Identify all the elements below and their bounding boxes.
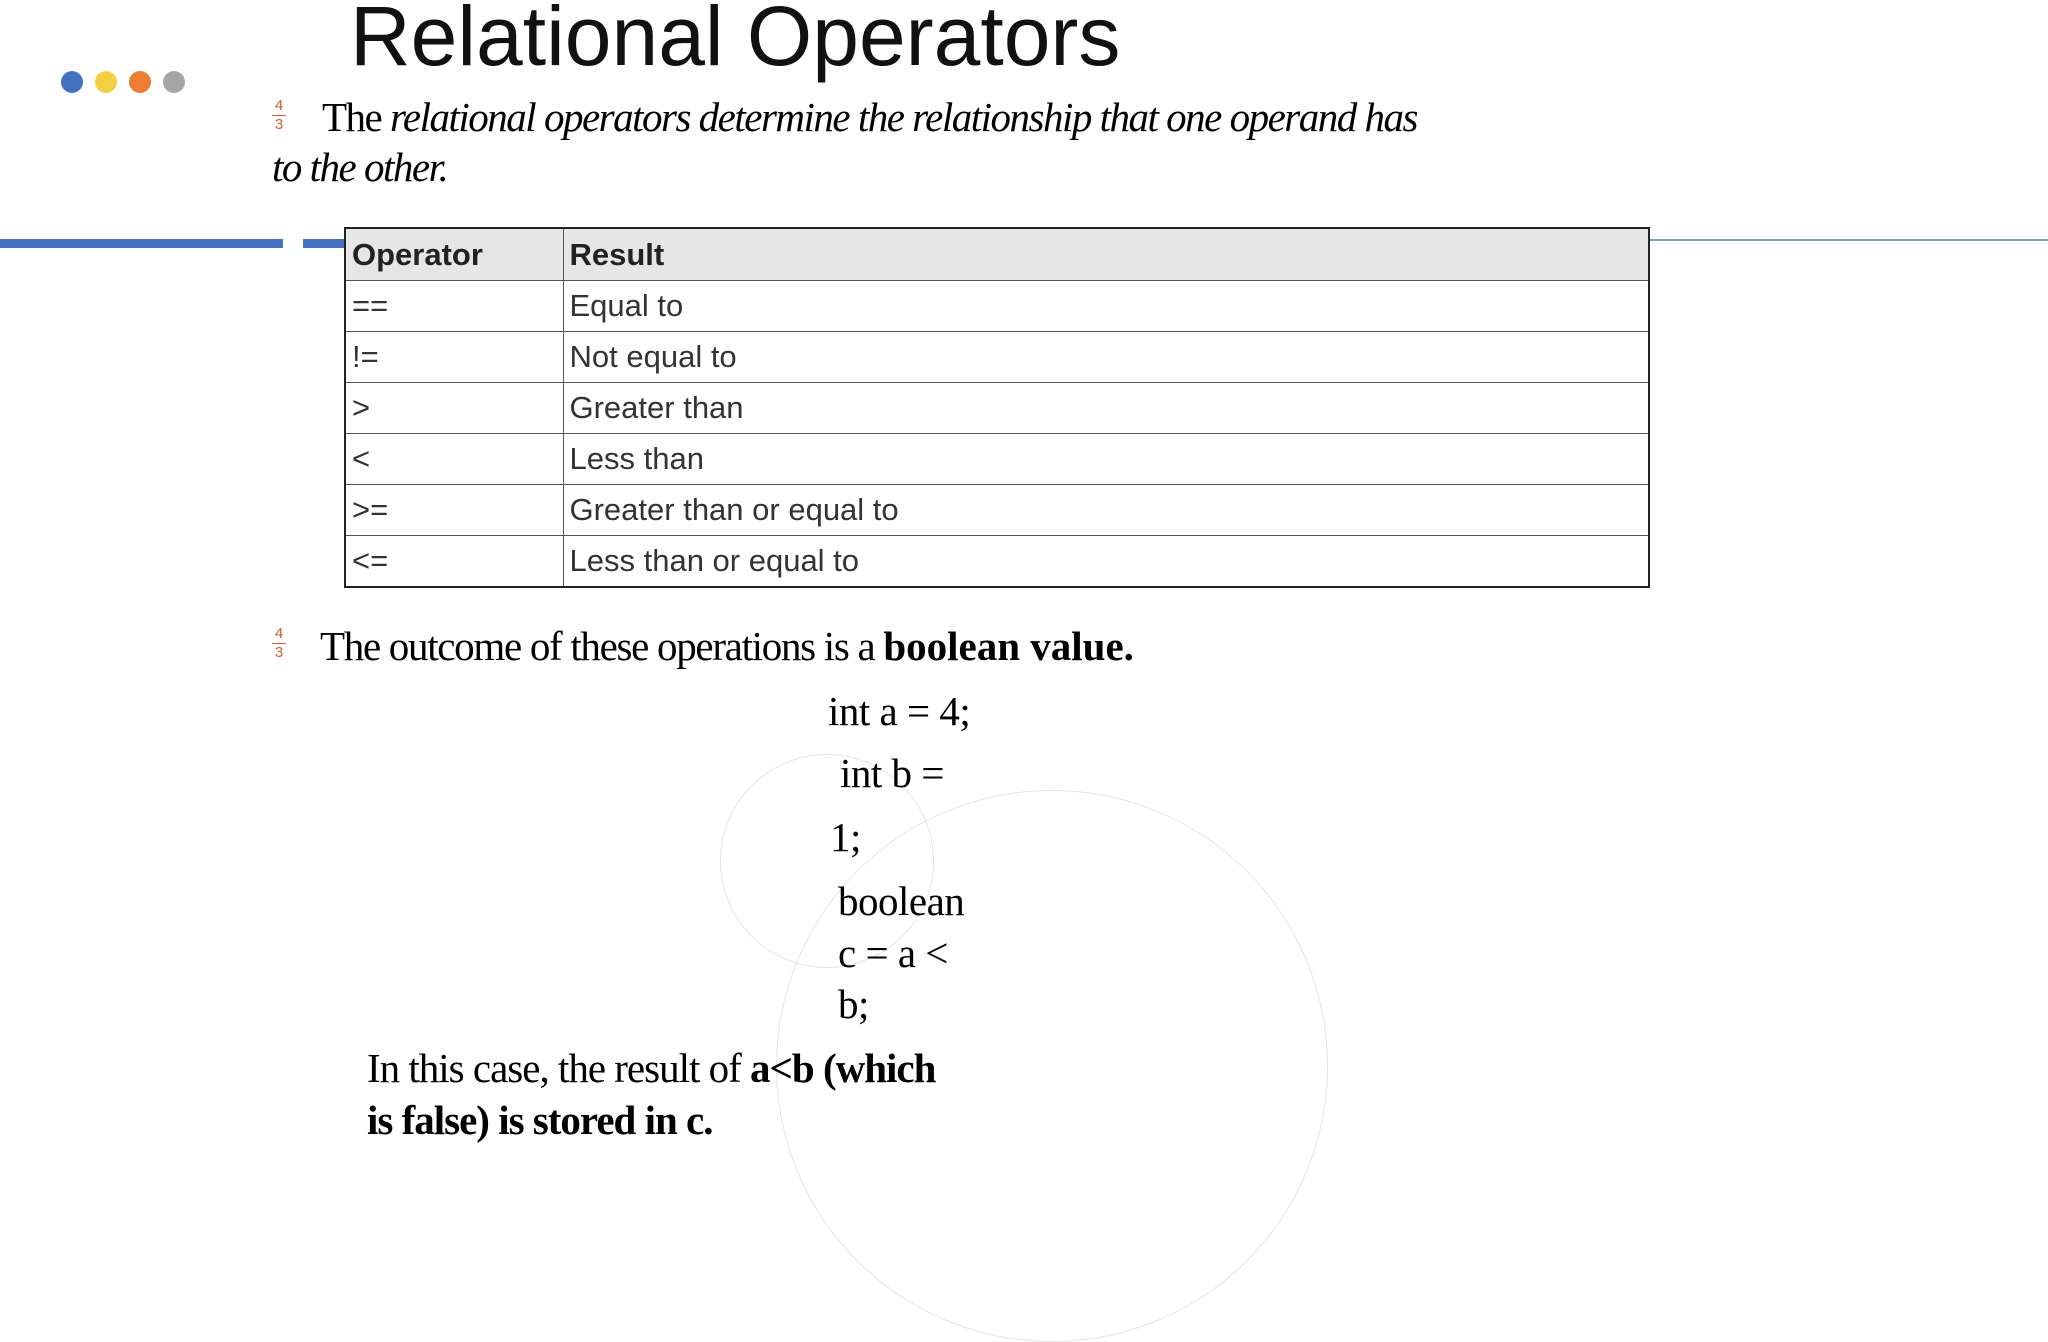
dot-orange-icon	[129, 71, 151, 93]
outcome-bold: boolean value.	[883, 623, 1134, 669]
conclusion-bold-1: a<b (which	[750, 1045, 936, 1091]
bullet-icon	[271, 626, 287, 661]
result-cell: Greater than or equal to	[563, 485, 1649, 536]
conclusion-paragraph	[367, 1042, 935, 1146]
conclusion-bold-2: is false) is stored in c.	[367, 1097, 713, 1143]
table-row	[345, 485, 1649, 536]
result-cell: Greater than	[563, 383, 1649, 434]
operators-table	[344, 227, 1650, 588]
dot-gray-icon	[163, 71, 185, 93]
code-line-3: 1;	[830, 814, 861, 860]
outcome-text: The outcome of these operations is a	[320, 623, 884, 669]
bullet-denominator: 3	[274, 116, 284, 133]
dot-yellow-icon	[95, 71, 117, 93]
table-row	[345, 536, 1649, 588]
operator-cell: !=	[345, 332, 563, 383]
operator-cell: ==	[345, 281, 563, 332]
header-operator: Operator	[345, 228, 563, 281]
conclusion-text: In this case, the result of	[367, 1045, 751, 1091]
accent-rule-right	[1650, 239, 2048, 241]
bullet-denominator: 3	[274, 644, 284, 661]
slide-title: Relational Operators	[350, 0, 1121, 83]
intro-italic: relational operators determine the relationship that one operand has to the other.	[272, 94, 1417, 190]
code-line-1: int a = 4;	[828, 688, 971, 734]
intro-lead: The	[322, 94, 390, 140]
code-line-2: int b =	[840, 750, 944, 796]
operator-cell: >=	[345, 485, 563, 536]
bullet-numerator: 4	[274, 625, 284, 642]
table-row	[345, 281, 1649, 332]
code-line-5: c = a <	[838, 930, 948, 976]
table-row	[345, 434, 1649, 485]
header-result: Result	[563, 228, 1649, 281]
table-header-row	[345, 228, 1649, 281]
table-row	[345, 383, 1649, 434]
intro-paragraph	[272, 92, 1452, 192]
result-cell: Not equal to	[563, 332, 1649, 383]
code-line-4: boolean	[838, 878, 965, 924]
accent-rule-mid	[303, 239, 347, 248]
bullet-numerator: 4	[274, 97, 284, 114]
dot-blue-icon	[61, 71, 83, 93]
result-cell: Equal to	[563, 281, 1649, 332]
outcome-paragraph	[320, 621, 1134, 671]
accent-rule-left	[0, 239, 283, 248]
operator-cell: <=	[345, 536, 563, 588]
operator-cell: >	[345, 383, 563, 434]
operator-cell: <	[345, 434, 563, 485]
result-cell: Less than or equal to	[563, 536, 1649, 588]
result-cell: Less than	[563, 434, 1649, 485]
table-row	[345, 332, 1649, 383]
code-line-6: b;	[838, 981, 869, 1027]
